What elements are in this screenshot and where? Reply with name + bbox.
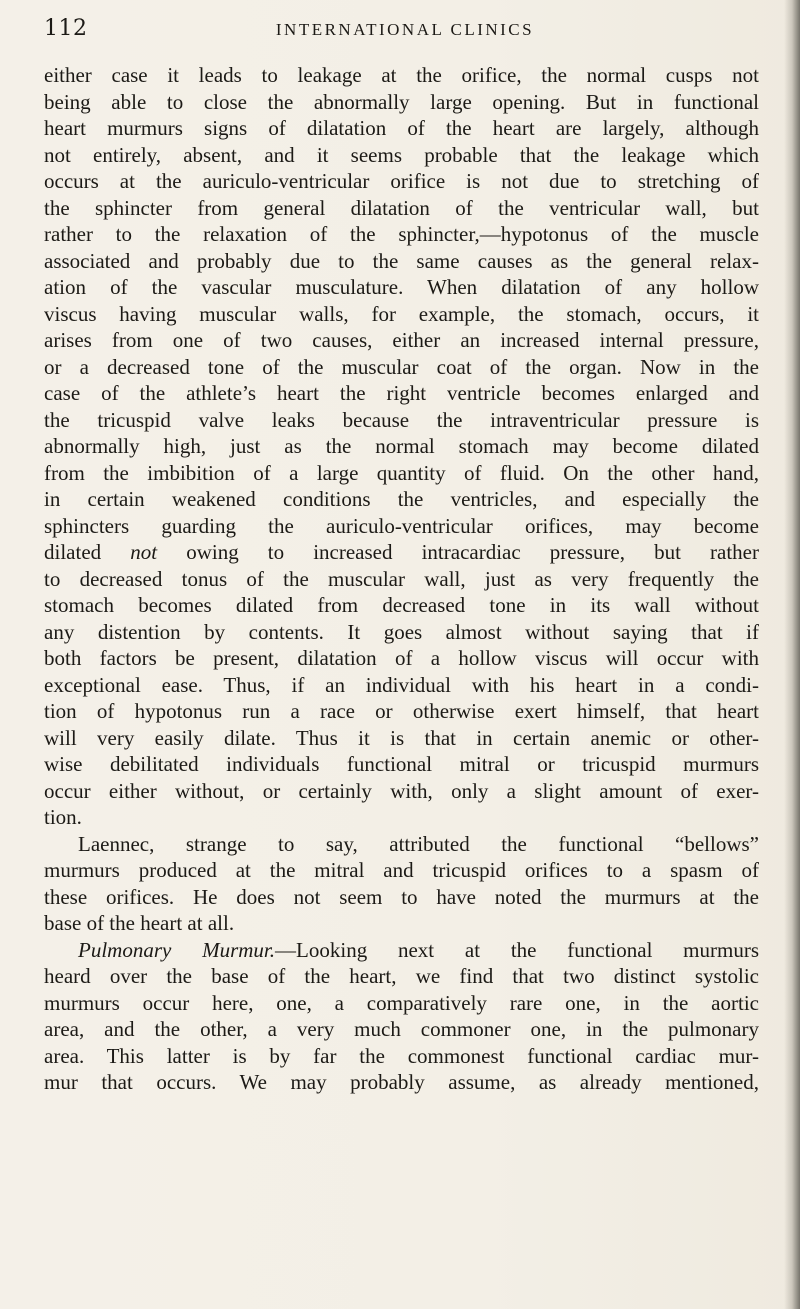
text-line: in certain weakened conditions the ventricles, and especially the [44,487,759,511]
text-line: not entirely, absent, and it seems probable that the leakage which [44,142,759,167]
section-heading-line [44,937,759,964]
line-text: owing to increased intracardiac pressure, but rather [157,540,759,564]
text-line: Laennec, strange to say, attributed the functional “bellows” [78,831,759,856]
text-line: these orifices. He does not seem to have noted the murmurs at the [44,884,759,909]
text-line: mur that occurs. We may probably assume, as already mentioned, [44,1070,759,1094]
text-line: heart murmurs signs of dilatation of the heart are largely, although [44,116,759,140]
text-line: from the imbibition of a large quantity of fluid. On the other hand, [44,460,759,485]
text-line: wise debilitated individuals functional mitral or tricuspid murmurs [44,752,759,776]
text-line: tion. [44,805,82,829]
text-line: rather to the relaxation of the sphincter,—hypotonus of the muscle [44,222,759,246]
text-line: the sphincter from general dilatation of the ventricular wall, but [44,195,759,220]
text-line-with-emphasis [44,539,759,566]
text-line: heard over the base of the heart, we find that two distinct systolic [44,964,759,988]
text-line: occur either without, or certainly with, only a slight amount of exer- [44,778,759,803]
section-heading: Pulmonary Murmur. [78,937,276,962]
text-line: tion of hypotonus run a race or otherwise exert himself, that heart [44,699,759,723]
page-edge-shadow [784,0,800,1309]
running-head: INTERNATIONAL CLINICS [275,20,535,39]
text-line: exceptional ease. Thus, if an individual with his heart in a condi- [44,672,759,697]
text-line: being able to close the abnormally large opening. But in functional [44,89,759,114]
text-line: the tricuspid valve leaks because the intraventricular pressure is [44,407,759,432]
text-line: base of the heart at all. [44,911,235,935]
text-line: area, and the other, a very much commoner one, in the pulmonary [44,1017,759,1041]
emphasis-text: not [130,540,158,564]
body-text [44,62,759,1096]
page-number: 112 [44,16,88,41]
text-line: stomach becomes dilated from decreased tone in its wall without [44,593,759,617]
text-line: area. This latter is by far the commonest functional cardiac mur- [44,1043,759,1068]
text-line: to decreased tonus of the muscular wall, just as very frequently the [44,566,759,591]
text-line: or a decreased tone of the muscular coat of the organ. Now in the [44,354,759,379]
text-line: abnormally high, just as the normal stomach may become dilated [44,434,759,458]
text-line: sphincters guarding the auriculo-ventricular orifices, may become [44,513,759,538]
text-line: viscus having muscular walls, for example, the stomach, occurs, it [44,301,759,326]
text-line: any distention by contents. It goes almost without saying that if [44,619,759,644]
page-header [44,16,756,50]
text-line: ation of the vascular musculature. When dilatation of any hollow [44,275,759,299]
text-line: will very easily dilate. Thus it is that in certain anemic or other- [44,725,759,750]
text-line: case of the athlete’s heart the right ventricle becomes enlarged and [44,381,759,405]
line-text: —Looking next at the functional murmurs [275,937,760,962]
text-line: associated and probably due to the same causes as the general relax- [44,248,759,273]
text-line: murmurs produced at the mitral and tricuspid orifices to a spasm of [44,858,759,882]
text-line: both factors be present, dilatation of a hollow viscus will occur with [44,646,759,670]
text-line: either case it leads to leakage at the orifice, the normal cusps not [44,63,759,87]
text-line: arises from one of two causes, either an increased internal pressure, [44,328,759,352]
line-text: dilated [44,540,131,564]
text-line: occurs at the auriculo-ventricular orifice is not due to stretching of [44,169,759,193]
text-line: murmurs occur here, one, a comparatively rare one, in the aortic [44,990,759,1015]
